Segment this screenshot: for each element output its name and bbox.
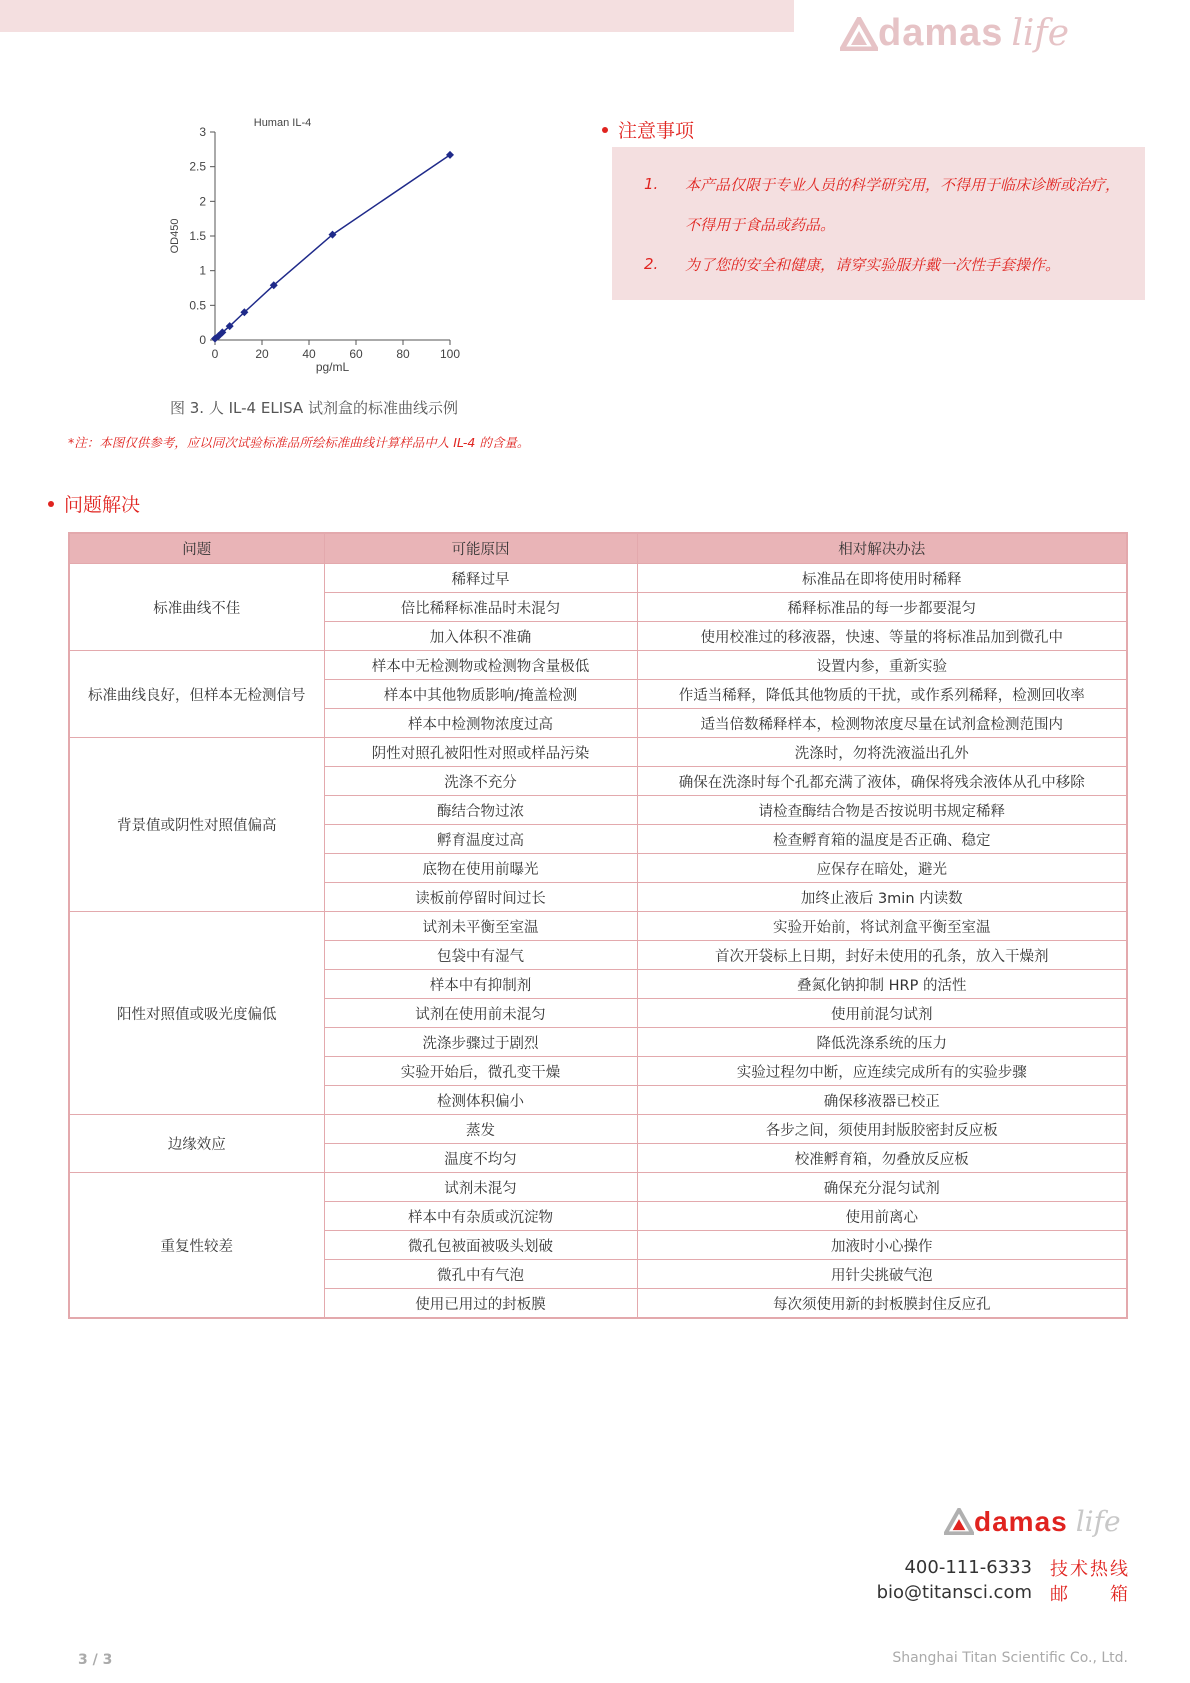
cause-cell: 洗涤步骤过于剧烈: [324, 1028, 637, 1057]
y-tick-label: 0.5: [189, 298, 206, 313]
solution-cell: 实验过程勿中断，应连续完成所有的实验步骤: [637, 1057, 1127, 1086]
solution-cell: 加终止液后 3min 内读数: [637, 883, 1127, 912]
solution-cell: 标准品在即将使用时稀释: [637, 564, 1127, 593]
note-number: 2.: [644, 255, 659, 273]
header-solution: 相对解决办法: [637, 533, 1127, 564]
notes-section-title: [602, 116, 694, 143]
brand-logo-header: [840, 12, 1069, 55]
problem-cell: 标准曲线不佳: [69, 564, 324, 651]
solution-cell: 稀释标准品的每一步都要混匀: [637, 593, 1127, 622]
x-axis-label: pg/mL: [315, 360, 350, 374]
solution-cell: 校准孵育箱，勿叠放反应板: [637, 1144, 1127, 1173]
note-text: 为了您的安全和健康，请穿实验服并戴一次性手套操作。: [685, 256, 1061, 274]
table-row: [69, 564, 1127, 593]
problem-cell: 标准曲线良好，但样本无检测信号: [69, 651, 324, 738]
cause-cell: 检测体积偏小: [324, 1086, 637, 1115]
logo-script: life: [1075, 1505, 1121, 1538]
solution-cell: 各步之间，须使用封版胶密封反应板: [637, 1115, 1127, 1144]
figure-note: *注：本图仅供参考，应以同次试验标准品所绘标准曲线计算样品中人 IL-4 的含量。: [68, 435, 530, 450]
y-tick-label: 1.5: [189, 229, 206, 243]
solution-cell: 作适当稀释，降低其他物质的干扰，或作系列稀释，检测回收率: [637, 680, 1127, 709]
cause-cell: 包袋中有湿气: [324, 941, 637, 970]
cause-cell: 洗涤不充分: [324, 767, 637, 796]
notes-box: [612, 147, 1145, 300]
table-header-row: [69, 533, 1127, 564]
logo-script: life: [1011, 13, 1070, 54]
cause-cell: 试剂未平衡至室温: [324, 912, 637, 941]
logo-word: damas: [878, 12, 1004, 54]
notes-title-text: 注意事项: [618, 120, 695, 142]
logo-triangle-icon: [840, 17, 878, 51]
company-name: Shanghai Titan Scientific Co., Ltd.: [892, 1650, 1128, 1666]
brand-logo-footer: [944, 1505, 1121, 1538]
solution-cell: 实验开始前，将试剂盒平衡至室温: [637, 912, 1127, 941]
solution-cell: 适当倍数稀释样本，检测物浓度尽量在试剂盒检测范围内: [637, 709, 1127, 738]
header-band: [0, 0, 794, 32]
solution-cell: 检查孵育箱的温度是否正确、稳定: [637, 825, 1127, 854]
table-row: [69, 1115, 1127, 1144]
x-tick-label: 100: [439, 347, 461, 361]
bullet-icon: [48, 501, 54, 507]
y-tick-label: 1: [199, 263, 206, 278]
series-line: [215, 155, 450, 339]
cause-cell: 样本中其他物质影响/掩盖检测: [324, 680, 637, 709]
cause-cell: 加入体积不准确: [324, 622, 637, 651]
solution-cell: 使用前离心: [637, 1202, 1127, 1231]
cause-cell: 样本中有抑制剂: [324, 970, 637, 999]
cause-cell: 酶结合物过浓: [324, 796, 637, 825]
cause-cell: 试剂未混匀: [324, 1173, 637, 1202]
header-cause: 可能原因: [324, 533, 637, 564]
cause-cell: 蒸发: [324, 1115, 637, 1144]
solution-cell: 洗涤时，勿将洗液溢出孔外: [637, 738, 1127, 767]
y-axis-label: OD450: [169, 218, 181, 254]
chart-canvas: [150, 118, 490, 388]
x-tick-label: 0: [211, 347, 219, 361]
x-tick-label: 20: [255, 347, 269, 361]
cause-cell: 孵育温度过高: [324, 825, 637, 854]
cause-cell: 微孔中有气泡: [324, 1260, 637, 1289]
table-row: [69, 912, 1127, 941]
logo-triangle-icon: [944, 1508, 974, 1535]
solution-cell: 叠氮化钠抑制 HRP 的活性: [637, 970, 1127, 999]
contact-phone-row: [877, 1555, 1128, 1580]
chart-title: Human IL-4: [253, 118, 312, 129]
cause-cell: 样本中无检测物或检测物含量极低: [324, 651, 637, 680]
cause-cell: 倍比稀释标准品时未混匀: [324, 593, 637, 622]
x-tick-label: 80: [396, 347, 410, 361]
table-row: [69, 1173, 1127, 1202]
cause-cell: 微孔包被面被吸头划破: [324, 1231, 637, 1260]
note-text: 本产品仅限于专业人员的科学研究用，不得用于临床诊断或治疗，不得用于食品或药品。: [685, 176, 1121, 234]
solution-cell: 使用前混匀试剂: [637, 999, 1127, 1028]
solution-cell: 确保在洗涤时每个孔都充满了液体，确保将残余液体从孔中移除: [637, 767, 1127, 796]
cause-cell: 实验开始后，微孔变干燥: [324, 1057, 637, 1086]
solution-cell: 加液时小心操作: [637, 1231, 1127, 1260]
problem-cell: 阳性对照值或吸光度偏低: [69, 912, 324, 1115]
cause-cell: 读板前停留时间过长: [324, 883, 637, 912]
phone-number: 400-111-6333: [904, 1557, 1032, 1578]
bullet-icon: [602, 127, 608, 133]
cause-cell: 使用已用过的封板膜: [324, 1289, 637, 1319]
solution-cell: 确保移液器已校正: [637, 1086, 1127, 1115]
logo-word: damas: [974, 1505, 1068, 1537]
solution-cell: 降低洗涤系统的压力: [637, 1028, 1127, 1057]
solution-cell: 首次开袋标上日期，封好未使用的孔条，放入干燥剂: [637, 941, 1127, 970]
problem-cell: 重复性较差: [69, 1173, 324, 1319]
contact-email-row: [877, 1580, 1128, 1605]
figure-caption: 图 3. 人 IL-4 ELISA 试剂盒的标准曲线示例: [170, 399, 458, 417]
x-tick-label: 40: [302, 347, 316, 361]
y-tick-label: 2: [199, 194, 206, 209]
cause-cell: 温度不均匀: [324, 1144, 637, 1173]
y-tick-label: 2.5: [189, 159, 206, 174]
solution-cell: 应保存在暗处，避光: [637, 854, 1127, 883]
y-tick-label: 0: [199, 333, 206, 347]
solution-cell: 每次须使用新的封板膜封住反应孔: [637, 1289, 1127, 1319]
email-address: bio@titansci.com: [876, 1582, 1032, 1603]
troubleshooting-title-text: 问题解决: [64, 494, 141, 516]
page-number: 3 / 3: [78, 1652, 113, 1668]
solution-cell: 确保充分混匀试剂: [637, 1173, 1127, 1202]
solution-cell: 用针尖挑破气泡: [637, 1260, 1127, 1289]
header-problem: 问题: [69, 533, 324, 564]
phone-label: 技术热线: [1050, 1558, 1128, 1580]
solution-cell: 设置内参，重新实验: [637, 651, 1127, 680]
table-body: [69, 564, 1127, 1319]
problem-cell: 边缘效应: [69, 1115, 324, 1173]
solution-cell: 请检查酶结合物是否按说明书规定稀释: [637, 796, 1127, 825]
cause-cell: 阴性对照孔被阳性对照或样品污染: [324, 738, 637, 767]
problem-cell: 背景值或阴性对照值偏高: [69, 738, 324, 912]
contact-block: [877, 1555, 1128, 1605]
email-label: 邮箱: [1050, 1583, 1128, 1605]
table-row: [69, 651, 1127, 680]
cause-cell: 稀释过早: [324, 564, 637, 593]
troubleshooting-table: [68, 532, 1128, 1319]
note-number: 1.: [644, 175, 659, 193]
cause-cell: 样本中检测物浓度过高: [324, 709, 637, 738]
troubleshooting-section-title: [48, 490, 140, 517]
solution-cell: 使用校准过的移液器，快速、等量的将标准品加到微孔中: [637, 622, 1127, 651]
standard-curve-chart: [150, 118, 490, 388]
x-tick-label: 60: [349, 347, 363, 361]
cause-cell: 底物在使用前曝光: [324, 854, 637, 883]
cause-cell: 样本中有杂质或沉淀物: [324, 1202, 637, 1231]
cause-cell: 试剂在使用前未混匀: [324, 999, 637, 1028]
table-row: [69, 738, 1127, 767]
y-tick-label: 3: [199, 125, 206, 139]
